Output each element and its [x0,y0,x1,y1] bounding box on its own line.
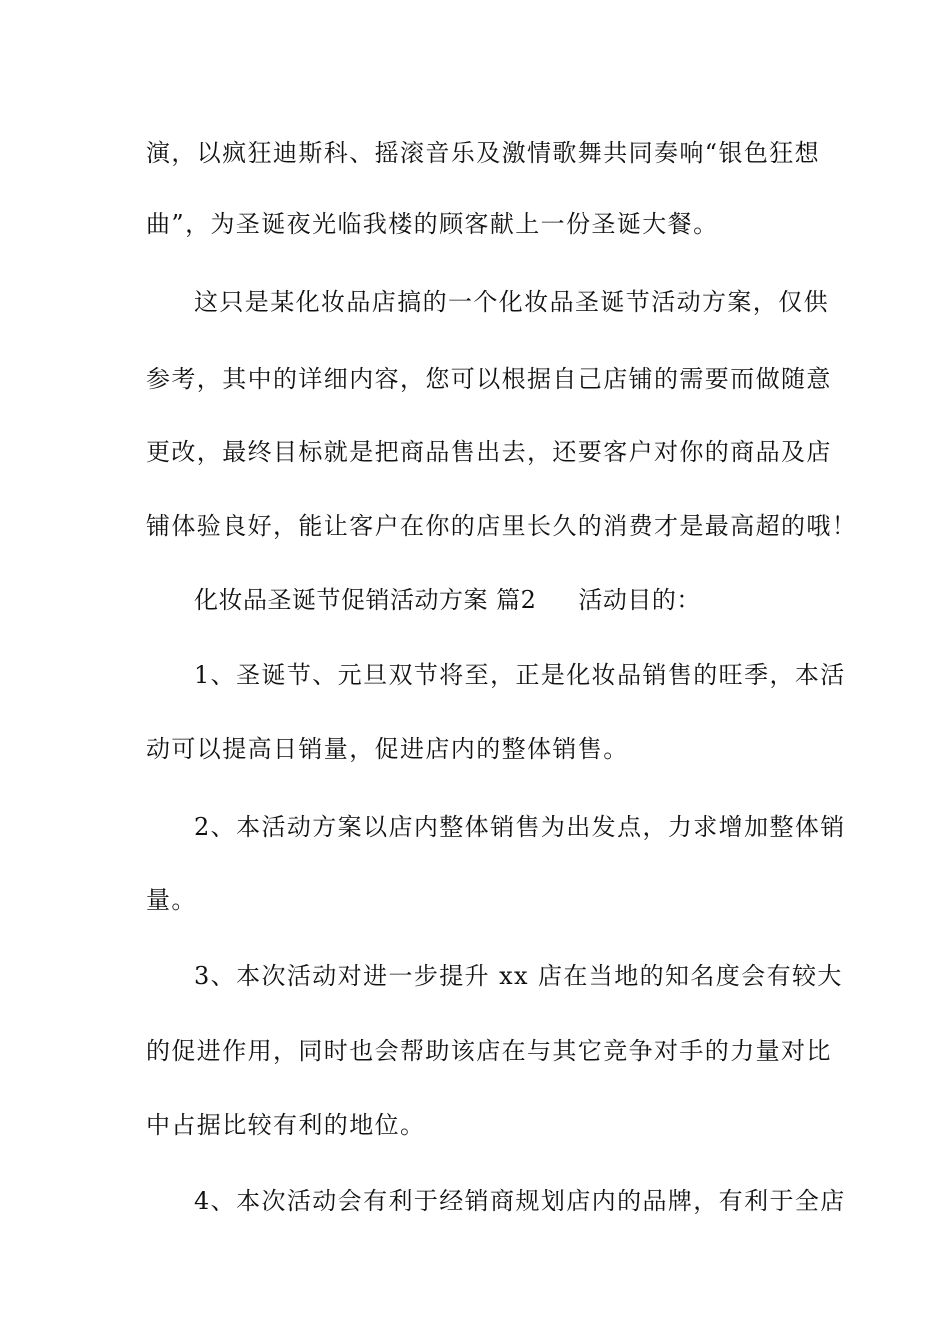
paragraph-line: 参考，其中的详细内容，您可以根据自己店铺的需要而做随意 [146,365,832,393]
paragraph-line: 演，以疯狂迪斯科、摇滚音乐及激情歌舞共同奏响“银色狂想 [146,139,821,167]
section-subtitle: 活动目的： [578,586,701,614]
paragraph-line: 曲”，为圣诞夜光临我楼的顾客献上一份圣诞大餐。 [146,210,719,238]
paragraph-line: 更改，最终目标就是把商品售出去，还要客户对你的商品及店 [146,438,832,466]
paragraph-line: 铺体验良好，能让客户在你的店里长久的消费才是最高超的哦！ [146,512,858,540]
list-item-line: 的促进作用，同时也会帮助该店在与其它竞争对手的力量对比 [146,1037,832,1065]
list-item-line: 4、本次活动会有利于经销商规划店内的品牌，有利于全店 [194,1187,846,1215]
list-item-line: 动可以提高日销量，促进店内的整体销售。 [146,735,629,763]
list-item-line: 2、本活动方案以店内整体销售为出发点，力求增加整体销 [194,813,846,841]
list-item-line: 3、本次活动对进一步提升 xx 店在当地的知名度会有较大 [194,962,843,990]
section-heading [194,584,806,616]
list-item-line: 中占据比较有利的地位。 [146,1111,426,1139]
paragraph-line: 这只是某化妆品店搞的一个化妆品圣诞节活动方案，仅供 [194,288,829,316]
section-title: 化妆品圣诞节促销活动方案 篇2 [194,586,537,614]
list-item-line: 1、圣诞节、元旦双节将至，正是化妆品销售的旺季，本活 [194,661,846,689]
list-item-line: 量。 [146,886,197,914]
